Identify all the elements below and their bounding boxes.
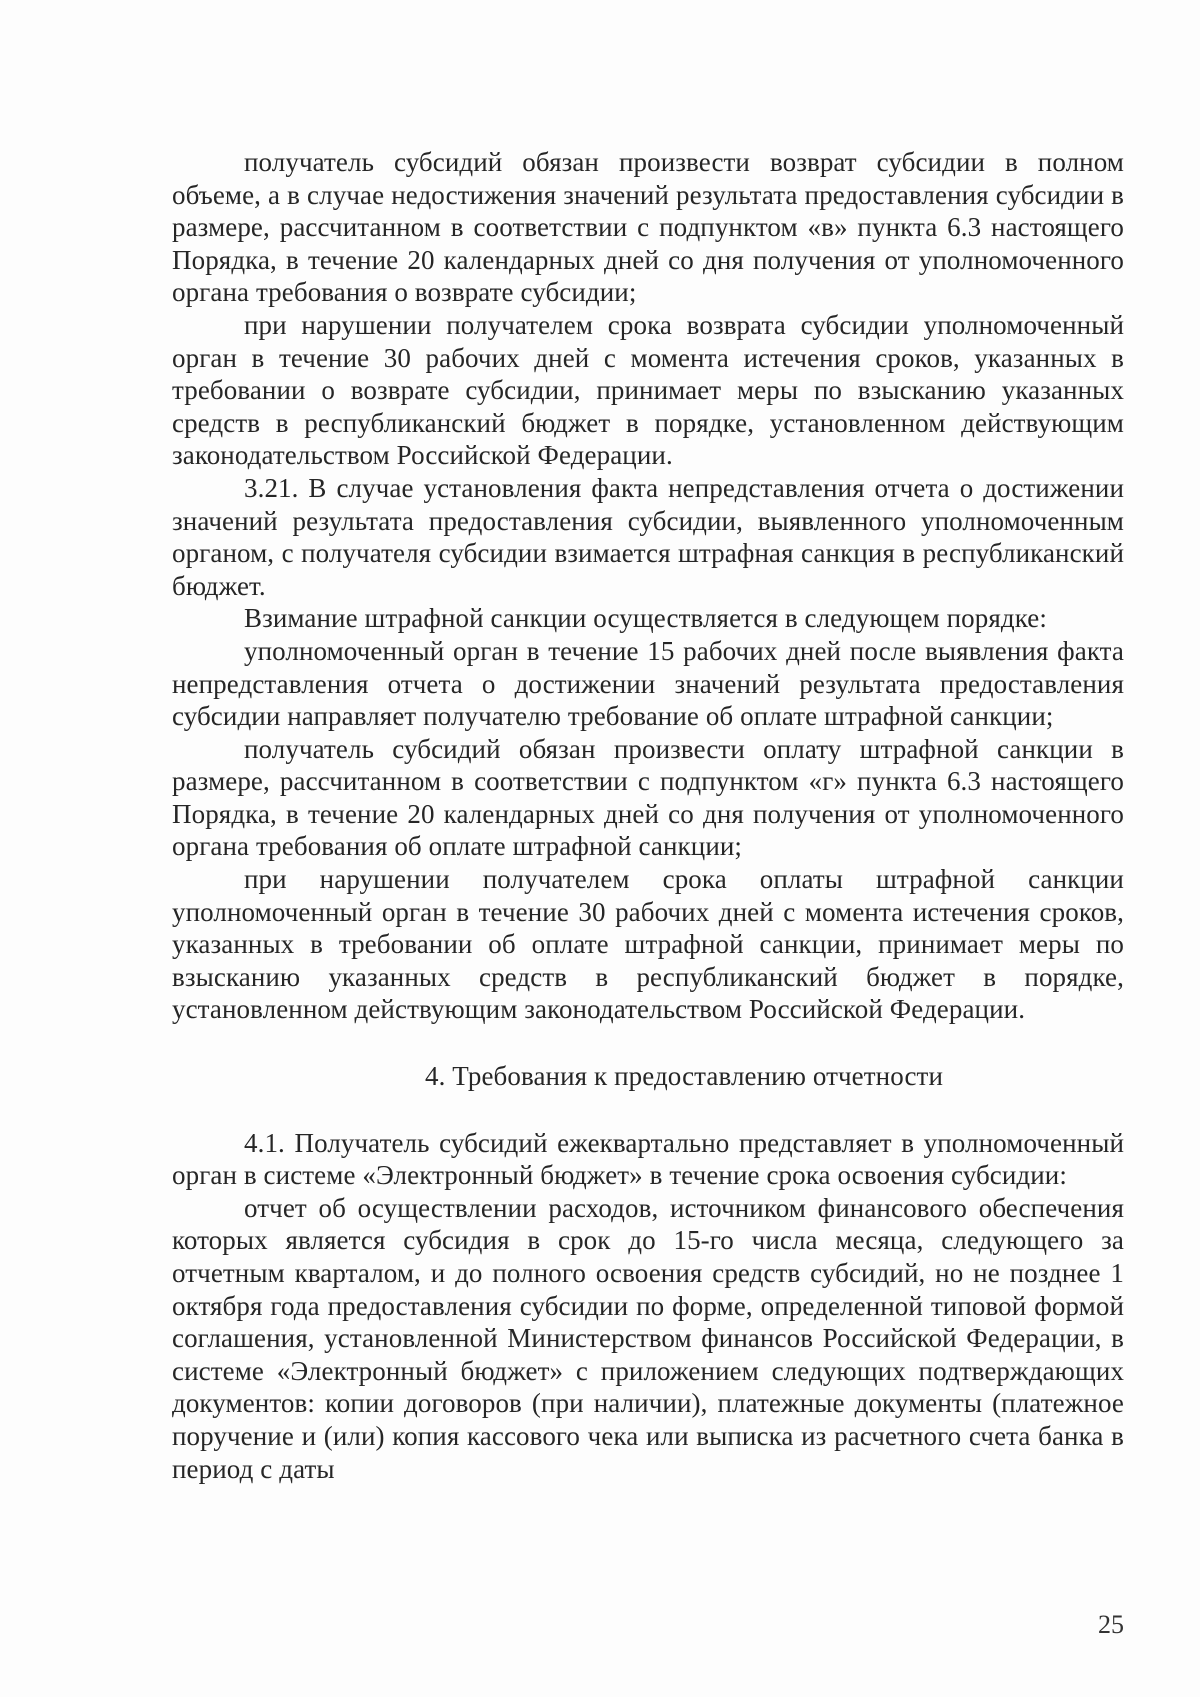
- paragraph: при нарушении получателем срока возврата субсидии уполномоченный орган в течение 30 рабочих дней с момента истечения сроков, указанных в требовании о возврате субсидии, принимает меры по взысканию указанных средств в республиканский бюджет в порядке, установленном действующим законодательством Российской Федерации.: [172, 309, 1124, 471]
- paragraph: 4.1. Получатель субсидий ежеквартально представляет в уполномоченный орган в системе «Электронный бюджет» в течение срока освоения субсидии:: [172, 1127, 1124, 1191]
- paragraph: 3.21. В случае установления факта непредставления отчета о достижении значений результата предоставления субсидии, выявленного уполномоченным органом, с получателя субсидии взимается штрафная санкция в республиканский бюджет.: [172, 472, 1124, 601]
- paragraph: уполномоченный орган в течение 15 рабочих дней после выявления факта непредставления отчета о достижении значений результата предоставления субсидии направляет получателю требование об оплате штрафной санкции;: [172, 635, 1124, 732]
- page-number: 25: [1098, 1610, 1124, 1639]
- paragraph: Взимание штрафной санкции осуществляется в следующем порядке:: [244, 603, 1047, 634]
- paragraph: при нарушении получателем срока оплаты штрафной санкции уполномоченный орган в течение 30 рабочих дней с момента истечения сроков, указанных в требовании об оплате штрафной санкции, принимает меры по взысканию указанных средств в республиканский бюджет в порядке, установленном действующим законодательством Российской Федерации.: [172, 864, 1124, 1025]
- document-body: [172, 146, 1124, 1485]
- section-heading: 4. Требования к предоставлению отчетности: [424, 1061, 943, 1092]
- paragraph: получатель субсидий обязан произвести возврат субсидии в полном объеме, а в случае недостижения значений результата предоставления субсидии в размере, рассчитанном в соответствии с подпунктом «в» пункта 6.3 настоящего Порядка, в течение 20 календарных дней со дня получения от уполномоченного органа требования о возврате субсидии;: [172, 147, 1124, 308]
- paragraph: получатель субсидий обязан произвести оплату штрафной санкции в размере, рассчитанном в соответствии с подпунктом «г» пункта 6.3 настоящего Порядка, в течение 20 календарных дней со дня получения от уполномоченного органа требования об оплате штрафной санкции;: [172, 733, 1124, 862]
- paragraph: отчет об осуществлении расходов, источником финансового обеспечения которых является субсидия в срок до 15-го числа месяца, следующего за отчетным кварталом, и до полного освоения средств субсидий, но не позднее 1 октября года предоставления субсидии по форме, определенной типовой формой соглашения, установленной Министерством финансов Российской Федерации, в системе «Электронный бюджет» с приложением следующих подтверждающих документов: копии договоров (при наличии), платежные документы (платежное поручение и (или) копия кассового чека или выписка из расчетного счета банка в период с даты: [172, 1192, 1124, 1484]
